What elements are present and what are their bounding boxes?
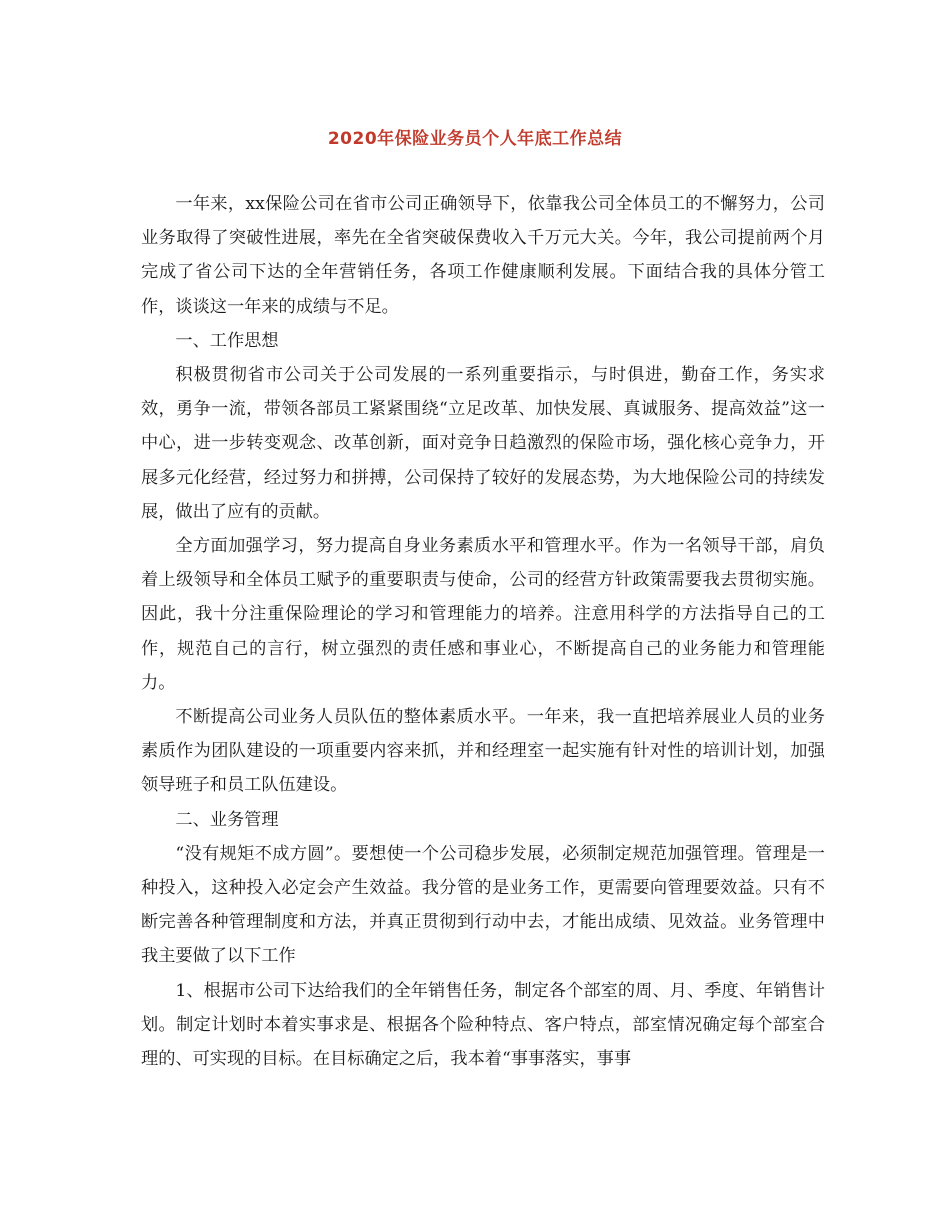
paragraph: 全方面加强学习，努力提高自身业务素质水平和管理水平。作为一名领导干部，肩负着上级领导和全体员工赋予的重要职责与使命，公司的经营方针政策需要我去贯彻实施。因此，我十分注重保险理论的学习和管理能力的培养。注意用科学的方法指导自己的工作，规范自己的言行，树立强烈的责任感和事业心，不断提高自己的业务能力和管理能力。 xyxy=(141,536,825,693)
paragraph: 一年来，xx保险公司在省市公司正确领导下，依靠我公司全体员工的不懈努力，公司业务取得了突破性进展，率先在全省突破保费收入千万元大关。今年，我公司提前两个月完成了省公司下达的全年营销任务，各项工作健康顺利发展。下面结合我的具体分管工作，谈谈这一年来的成绩与不足。 xyxy=(141,194,825,317)
document-title: 2020年保险业务员个人年底工作总结 xyxy=(327,129,623,149)
paragraph: 积极贯彻省市公司关于公司发展的一系列重要指示，与时俱进，勤奋工作，务实求效，勇争一流，带领各部员工紧紧围绕“立足改革、加快发展、真诚服务、提高效益”这一中心，进一步转变观念、改革创新，面对竞争日趋激烈的保险市场，强化核心竞争力，开展多元化经营，经过努力和拼搏，公司保持了较好的发展态势，为大地保险公司的持续发展，做出了应有的贡献。 xyxy=(141,365,825,522)
paragraph: “没有规矩不成方圆”。要想使一个公司稳步发展，必须制定规范加强管理。管理是一种投入，这种投入必定会产生效益。我分管的是业务工作，更需要向管理要效益。只有不断完善各种管理制度和方法，并真正贯彻到行动中去，才能出成绩、见效益。业务管理中我主要做了以下工作 xyxy=(141,843,825,967)
section-heading: 一、工作思想 xyxy=(175,330,279,351)
paragraph: 不断提高公司业务人员队伍的整体素质水平。一年来，我一直把培养展业人员的业务素质作为团队建设的一项重要内容来抓，并和经理室一起实施有针对性的培训计划，加强领导班子和员工队伍建设。 xyxy=(141,707,825,796)
section-heading: 二、业务管理 xyxy=(175,809,279,830)
document-body xyxy=(141,187,825,1076)
paragraph: 1、根据市公司下达给我们的全年销售任务，制定各个部室的周、月、季度、年销售计划。制定计划时本着实事求是、根据各个险种特点、客户特点，部室情况确定每个部室合理的、可实现的目标。在目标确定之后，我本着“事事落实，事事 xyxy=(141,980,825,1070)
